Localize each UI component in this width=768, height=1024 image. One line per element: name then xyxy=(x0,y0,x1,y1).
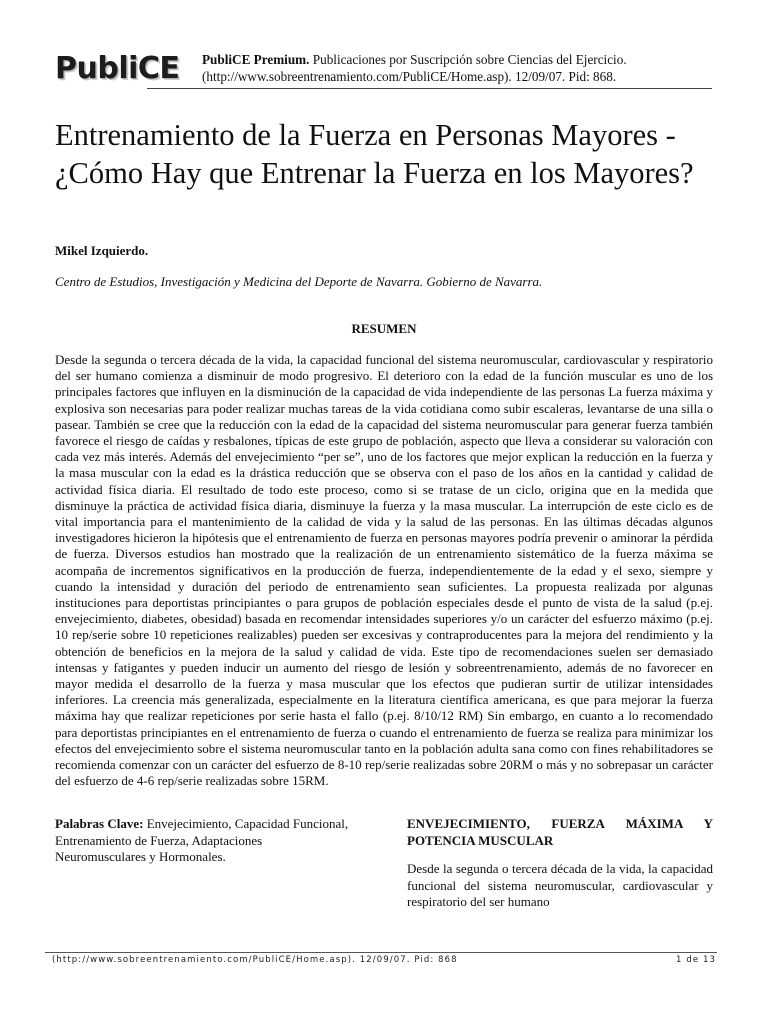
header-premium-label: PubliCE Premium. xyxy=(202,52,310,67)
author-affiliation: Centro de Estudios, Investigación y Medicina del Deporte de Navarra. Gobierno de Navarra. xyxy=(55,274,543,289)
keywords-list: Envejecimiento, Capacidad Funcional, Entrenamiento de Fuerza, Adaptaciones Neuromusculares y Hormonales. xyxy=(55,816,349,864)
page-header xyxy=(55,50,712,88)
page-number: 1 de 13 xyxy=(676,955,716,965)
abstract-body: Desde la segunda o tercera década de la vida, la capacidad funcional del sistema neuromuscular, cardiovascular y respiratorio del ser humano comienza a disminuir de modo progresivo. El deterioro con la edad de la función muscular es uno de los principales factores que influyen en la disminución de la capacidad de vida independiente de las personas La fuerza máxima y explosiva son necesarias para poder realizar muchas tareas de la vida cotidiana como subir escaleras, levantarse de una silla o pasear. También se cree que la reducción con la edad de la capacidad del sistema neuromuscular para generar fuerza también favorece el riesgo de caídas y resbalones, típicas de este grupo de población, aspecto que lleva a considerar su valoración con cada vez más interés. Además del envejecimiento “per se”, uno de los factores que mejor explican la reducción en la fuerza y la masa muscular con la edad es la drástica reducción que se observa con el paso de los años en la cantidad y calidad de actividad física diaria. El resultado de todo este proceso, como si se tratase de un ciclo, origina que en la medida que disminuye la práctica de actividad física diaria, disminuye la fuerza y la masa muscular. La interrupción de este ciclo es de vital importancia para el mantenimiento de la calidad de vida y la salud de las personas. En las últimas décadas algunos investigadores hicieron la hipótesis que el entrenamiento de fuerza en personas mayores podría prevenir o aminorar la pérdida de fuerza. Diversos estudios han mostrado que la realización de un entrenamiento sistemático de la fuerza máxima se acompaña de incrementos significativos en la producción de fuerza, independientemente de la edad y el sexo, siempre y cuando la intensidad y duración del periodo de entrenamiento sean suficientes. La propuesta realizada por algunas instituciones para deportistas principiantes o para grupos de población especiales desde el punto de vista de la salud (p.ej. envejecimiento, diabetes, obesidad) basada en recomendar intensidades superiores y/o un carácter del esfuerzo máximo (p.ej. 10 rep/serie sobre 10 repeticiones realizables) pueden ser excesivas y contraproducentes para la mejora del rendimiento y la obtención de beneficios en la mejora de la salud y calidad de vida. Este tipo de recomendaciones suelen ser demasiado intensas y fatigantes y pueden inducir un aumento del riesgo de lesión y sobreentrenamiento, además de no favorecer en mayor medida el desarrollo de la fuerza y masa muscular que los efectos que pudieran surtir de utilizar intensidades inferiores. La creencia más generalizada, especialmente en la literatura científica americana, es que para mejorar la fuerza máxima hay que realizar repeticiones por serie hasta el fallo (p.ej. 8/10/12 RM) Sin embargo, en cuanto a lo recomendado para deportistas principiantes en el entrenamiento de fuerza o cuando el entrenamiento de fuerza se realiza para minimizar los efectos del envejecimiento sobre el sistema neuromuscular tanto en la población adulta sana como con fines rehabilitadores se recomienda comenzar con un carácter del esfuerzo de 8-10 rep/serie realizadas sobre 20RM o más y no sobrepasar un carácter del esfuerzo de 4-6 rep/serie realizadas sobre 15RM. xyxy=(55,352,713,789)
keywords-label: Palabras Clave: xyxy=(55,816,144,831)
footer-divider xyxy=(45,952,717,953)
logo-text: PubliCE xyxy=(55,51,180,86)
section-heading: ENVEJECIMIENTO, FUERZA MÁXIMA Y POTENCIA MUSCULAR xyxy=(407,816,713,848)
keywords xyxy=(55,816,355,866)
footer-source: (http://www.sobreentrenamiento.com/PubliCE/Home.asp). 12/09/07. Pid: 868 xyxy=(52,955,458,965)
abstract-heading: RESUMEN xyxy=(351,321,417,336)
header-description: Publicaciones por Suscripción sobre Ciencias del Ejercicio. xyxy=(309,52,627,67)
header-divider xyxy=(147,88,712,89)
header-info xyxy=(202,51,627,85)
article-title: Entrenamiento de la Fuerza en Personas Mayores - ¿Cómo Hay que Entrenar la Fuerza en los Mayores? xyxy=(55,118,694,190)
article-author: Mikel Izquierdo. xyxy=(55,243,149,258)
header-url-line: (http://www.sobreentrenamiento.com/PubliCE/Home.asp). 12/09/07. Pid: 868. xyxy=(202,69,617,84)
section-body: Desde la segunda o tercera década de la vida, la capacidad funcional del sistema neuromuscular, cardiovascular y respiratorio del ser humano xyxy=(407,861,713,909)
publice-logo xyxy=(55,53,180,87)
